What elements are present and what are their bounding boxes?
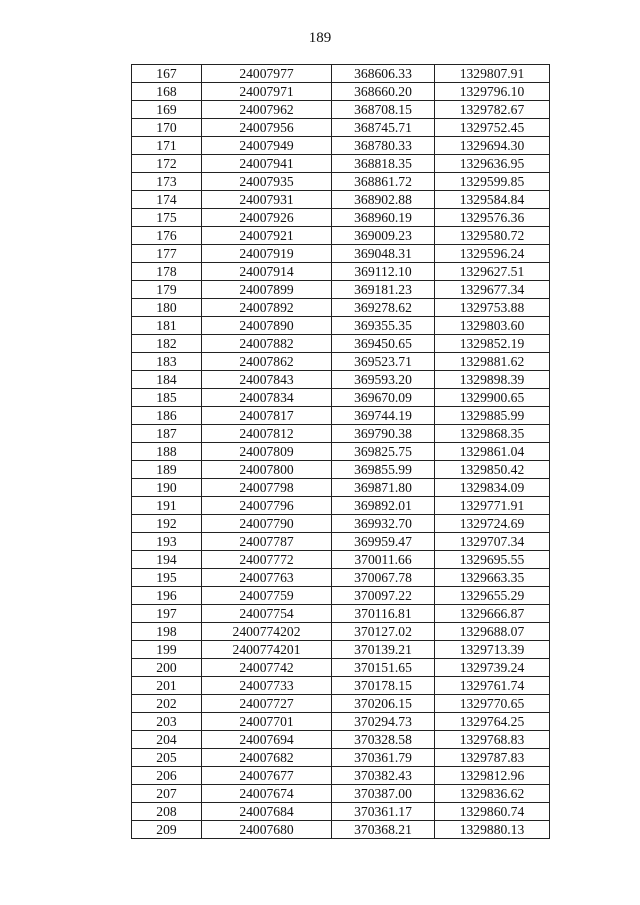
row-number-cell: 190 (132, 479, 202, 497)
point-id-cell: 24007763 (202, 569, 332, 587)
table-row (132, 479, 550, 497)
y-coordinate-cell: 1329836.62 (435, 785, 550, 803)
row-number-cell: 172 (132, 155, 202, 173)
x-coordinate-cell: 369855.99 (332, 461, 435, 479)
coordinate-table-body (132, 65, 550, 839)
point-id-cell: 24007772 (202, 551, 332, 569)
point-id-cell: 24007798 (202, 479, 332, 497)
table-row (132, 209, 550, 227)
y-coordinate-cell: 1329666.87 (435, 605, 550, 623)
x-coordinate-cell: 370328.58 (332, 731, 435, 749)
row-number-cell: 196 (132, 587, 202, 605)
row-number-cell: 204 (132, 731, 202, 749)
point-id-cell: 24007862 (202, 353, 332, 371)
row-number-cell: 171 (132, 137, 202, 155)
row-number-cell: 167 (132, 65, 202, 83)
y-coordinate-cell: 1329596.24 (435, 245, 550, 263)
x-coordinate-cell: 370178.15 (332, 677, 435, 695)
y-coordinate-cell: 1329764.25 (435, 713, 550, 731)
table-row (132, 173, 550, 191)
table-row (132, 299, 550, 317)
x-coordinate-cell: 369871.80 (332, 479, 435, 497)
x-coordinate-cell: 370361.79 (332, 749, 435, 767)
row-number-cell: 187 (132, 425, 202, 443)
row-number-cell: 178 (132, 263, 202, 281)
x-coordinate-cell: 368861.72 (332, 173, 435, 191)
x-coordinate-cell: 370368.21 (332, 821, 435, 839)
y-coordinate-cell: 1329636.95 (435, 155, 550, 173)
point-id-cell: 24007733 (202, 677, 332, 695)
y-coordinate-cell: 1329782.67 (435, 101, 550, 119)
row-number-cell: 185 (132, 389, 202, 407)
table-row (132, 155, 550, 173)
table-row (132, 767, 550, 785)
row-number-cell: 174 (132, 191, 202, 209)
row-number-cell: 183 (132, 353, 202, 371)
y-coordinate-cell: 1329880.13 (435, 821, 550, 839)
y-coordinate-cell: 1329707.34 (435, 533, 550, 551)
row-number-cell: 189 (132, 461, 202, 479)
y-coordinate-cell: 1329724.69 (435, 515, 550, 533)
x-coordinate-cell: 368902.88 (332, 191, 435, 209)
y-coordinate-cell: 1329787.83 (435, 749, 550, 767)
table-row (132, 659, 550, 677)
x-coordinate-cell: 368606.33 (332, 65, 435, 83)
x-coordinate-cell: 368745.71 (332, 119, 435, 137)
row-number-cell: 208 (132, 803, 202, 821)
row-number-cell: 194 (132, 551, 202, 569)
table-row (132, 587, 550, 605)
point-id-cell: 2400774202 (202, 623, 332, 641)
y-coordinate-cell: 1329752.45 (435, 119, 550, 137)
row-number-cell: 177 (132, 245, 202, 263)
point-id-cell: 24007899 (202, 281, 332, 299)
y-coordinate-cell: 1329885.99 (435, 407, 550, 425)
point-id-cell: 24007834 (202, 389, 332, 407)
y-coordinate-cell: 1329584.84 (435, 191, 550, 209)
row-number-cell: 176 (132, 227, 202, 245)
table-row (132, 65, 550, 83)
row-number-cell: 170 (132, 119, 202, 137)
x-coordinate-cell: 369112.10 (332, 263, 435, 281)
table-row (132, 731, 550, 749)
point-id-cell: 24007890 (202, 317, 332, 335)
row-number-cell: 207 (132, 785, 202, 803)
row-number-cell: 195 (132, 569, 202, 587)
x-coordinate-cell: 370151.65 (332, 659, 435, 677)
row-number-cell: 202 (132, 695, 202, 713)
table-row (132, 551, 550, 569)
table-row (132, 83, 550, 101)
point-id-cell: 24007674 (202, 785, 332, 803)
table-row (132, 803, 550, 821)
x-coordinate-cell: 370382.43 (332, 767, 435, 785)
point-id-cell: 24007892 (202, 299, 332, 317)
row-number-cell: 169 (132, 101, 202, 119)
x-coordinate-cell: 369523.71 (332, 353, 435, 371)
point-id-cell: 24007926 (202, 209, 332, 227)
point-id-cell: 24007949 (202, 137, 332, 155)
y-coordinate-cell: 1329580.72 (435, 227, 550, 245)
y-coordinate-cell: 1329694.30 (435, 137, 550, 155)
x-coordinate-cell: 370116.81 (332, 605, 435, 623)
y-coordinate-cell: 1329860.74 (435, 803, 550, 821)
y-coordinate-cell: 1329881.62 (435, 353, 550, 371)
point-id-cell: 24007790 (202, 515, 332, 533)
y-coordinate-cell: 1329655.29 (435, 587, 550, 605)
x-coordinate-cell: 370361.17 (332, 803, 435, 821)
point-id-cell: 24007941 (202, 155, 332, 173)
table-row (132, 371, 550, 389)
point-id-cell: 24007914 (202, 263, 332, 281)
table-row (132, 497, 550, 515)
table-row (132, 821, 550, 839)
y-coordinate-cell: 1329807.91 (435, 65, 550, 83)
x-coordinate-cell: 369670.09 (332, 389, 435, 407)
point-id-cell: 24007677 (202, 767, 332, 785)
x-coordinate-cell: 369959.47 (332, 533, 435, 551)
table-row (132, 461, 550, 479)
x-coordinate-cell: 369790.38 (332, 425, 435, 443)
y-coordinate-cell: 1329850.42 (435, 461, 550, 479)
point-id-cell: 24007921 (202, 227, 332, 245)
y-coordinate-cell: 1329796.10 (435, 83, 550, 101)
x-coordinate-cell: 368660.20 (332, 83, 435, 101)
x-coordinate-cell: 370011.66 (332, 551, 435, 569)
x-coordinate-cell: 370139.21 (332, 641, 435, 659)
point-id-cell: 24007701 (202, 713, 332, 731)
x-coordinate-cell: 369450.65 (332, 335, 435, 353)
table-row (132, 191, 550, 209)
point-id-cell: 24007682 (202, 749, 332, 767)
point-id-cell: 2400774201 (202, 641, 332, 659)
y-coordinate-cell: 1329713.39 (435, 641, 550, 659)
y-coordinate-cell: 1329852.19 (435, 335, 550, 353)
y-coordinate-cell: 1329761.74 (435, 677, 550, 695)
point-id-cell: 24007684 (202, 803, 332, 821)
y-coordinate-cell: 1329803.60 (435, 317, 550, 335)
point-id-cell: 24007843 (202, 371, 332, 389)
x-coordinate-cell: 368708.15 (332, 101, 435, 119)
x-coordinate-cell: 370127.02 (332, 623, 435, 641)
y-coordinate-cell: 1329868.35 (435, 425, 550, 443)
point-id-cell: 24007971 (202, 83, 332, 101)
y-coordinate-cell: 1329627.51 (435, 263, 550, 281)
table-row (132, 101, 550, 119)
y-coordinate-cell: 1329739.24 (435, 659, 550, 677)
table-row (132, 749, 550, 767)
table-row (132, 137, 550, 155)
point-id-cell: 24007919 (202, 245, 332, 263)
point-id-cell: 24007727 (202, 695, 332, 713)
x-coordinate-cell: 369048.31 (332, 245, 435, 263)
x-coordinate-cell: 369181.23 (332, 281, 435, 299)
x-coordinate-cell: 369932.70 (332, 515, 435, 533)
y-coordinate-cell: 1329812.96 (435, 767, 550, 785)
table-row (132, 677, 550, 695)
point-id-cell: 24007882 (202, 335, 332, 353)
row-number-cell: 201 (132, 677, 202, 695)
row-number-cell: 200 (132, 659, 202, 677)
x-coordinate-cell: 370206.15 (332, 695, 435, 713)
row-number-cell: 175 (132, 209, 202, 227)
row-number-cell: 198 (132, 623, 202, 641)
x-coordinate-cell: 369593.20 (332, 371, 435, 389)
x-coordinate-cell: 370067.78 (332, 569, 435, 587)
table-row (132, 353, 550, 371)
table-row (132, 119, 550, 137)
row-number-cell: 179 (132, 281, 202, 299)
x-coordinate-cell: 369892.01 (332, 497, 435, 515)
x-coordinate-cell: 370294.73 (332, 713, 435, 731)
point-id-cell: 24007742 (202, 659, 332, 677)
table-row (132, 515, 550, 533)
row-number-cell: 206 (132, 767, 202, 785)
x-coordinate-cell: 368818.35 (332, 155, 435, 173)
page-number: 189 (308, 30, 332, 46)
y-coordinate-cell: 1329768.83 (435, 731, 550, 749)
table-row (132, 317, 550, 335)
table-row (132, 785, 550, 803)
row-number-cell: 192 (132, 515, 202, 533)
y-coordinate-cell: 1329770.65 (435, 695, 550, 713)
point-id-cell: 24007800 (202, 461, 332, 479)
row-number-cell: 188 (132, 443, 202, 461)
table-row (132, 641, 550, 659)
row-number-cell: 203 (132, 713, 202, 731)
y-coordinate-cell: 1329898.39 (435, 371, 550, 389)
point-id-cell: 24007809 (202, 443, 332, 461)
table-row (132, 407, 550, 425)
table-row (132, 713, 550, 731)
table-row (132, 425, 550, 443)
y-coordinate-cell: 1329753.88 (435, 299, 550, 317)
x-coordinate-cell: 370097.22 (332, 587, 435, 605)
y-coordinate-cell: 1329695.55 (435, 551, 550, 569)
x-coordinate-cell: 368960.19 (332, 209, 435, 227)
table-row (132, 533, 550, 551)
point-id-cell: 24007759 (202, 587, 332, 605)
row-number-cell: 168 (132, 83, 202, 101)
x-coordinate-cell: 369355.35 (332, 317, 435, 335)
table-row (132, 443, 550, 461)
y-coordinate-cell: 1329663.35 (435, 569, 550, 587)
y-coordinate-cell: 1329900.65 (435, 389, 550, 407)
x-coordinate-cell: 368780.33 (332, 137, 435, 155)
point-id-cell: 24007931 (202, 191, 332, 209)
point-id-cell: 24007812 (202, 425, 332, 443)
row-number-cell: 181 (132, 317, 202, 335)
table-row (132, 569, 550, 587)
y-coordinate-cell: 1329576.36 (435, 209, 550, 227)
x-coordinate-cell: 369744.19 (332, 407, 435, 425)
table-row (132, 227, 550, 245)
x-coordinate-cell: 369278.62 (332, 299, 435, 317)
table-row (132, 695, 550, 713)
row-number-cell: 209 (132, 821, 202, 839)
row-number-cell: 199 (132, 641, 202, 659)
row-number-cell: 182 (132, 335, 202, 353)
point-id-cell: 24007796 (202, 497, 332, 515)
table-row (132, 623, 550, 641)
point-id-cell: 24007977 (202, 65, 332, 83)
table-row (132, 281, 550, 299)
point-id-cell: 24007935 (202, 173, 332, 191)
row-number-cell: 186 (132, 407, 202, 425)
y-coordinate-cell: 1329688.07 (435, 623, 550, 641)
x-coordinate-cell: 370387.00 (332, 785, 435, 803)
point-id-cell: 24007694 (202, 731, 332, 749)
row-number-cell: 197 (132, 605, 202, 623)
table-row (132, 605, 550, 623)
row-number-cell: 193 (132, 533, 202, 551)
point-id-cell: 24007754 (202, 605, 332, 623)
x-coordinate-cell: 369825.75 (332, 443, 435, 461)
table-row (132, 245, 550, 263)
y-coordinate-cell: 1329677.34 (435, 281, 550, 299)
point-id-cell: 24007787 (202, 533, 332, 551)
point-id-cell: 24007680 (202, 821, 332, 839)
row-number-cell: 180 (132, 299, 202, 317)
point-id-cell: 24007962 (202, 101, 332, 119)
point-id-cell: 24007817 (202, 407, 332, 425)
y-coordinate-cell: 1329861.04 (435, 443, 550, 461)
row-number-cell: 205 (132, 749, 202, 767)
y-coordinate-cell: 1329599.85 (435, 173, 550, 191)
row-number-cell: 191 (132, 497, 202, 515)
row-number-cell: 184 (132, 371, 202, 389)
table-row (132, 389, 550, 407)
point-id-cell: 24007956 (202, 119, 332, 137)
y-coordinate-cell: 1329771.91 (435, 497, 550, 515)
coordinate-table (131, 64, 550, 839)
table-row (132, 263, 550, 281)
table-row (132, 335, 550, 353)
x-coordinate-cell: 369009.23 (332, 227, 435, 245)
y-coordinate-cell: 1329834.09 (435, 479, 550, 497)
row-number-cell: 173 (132, 173, 202, 191)
